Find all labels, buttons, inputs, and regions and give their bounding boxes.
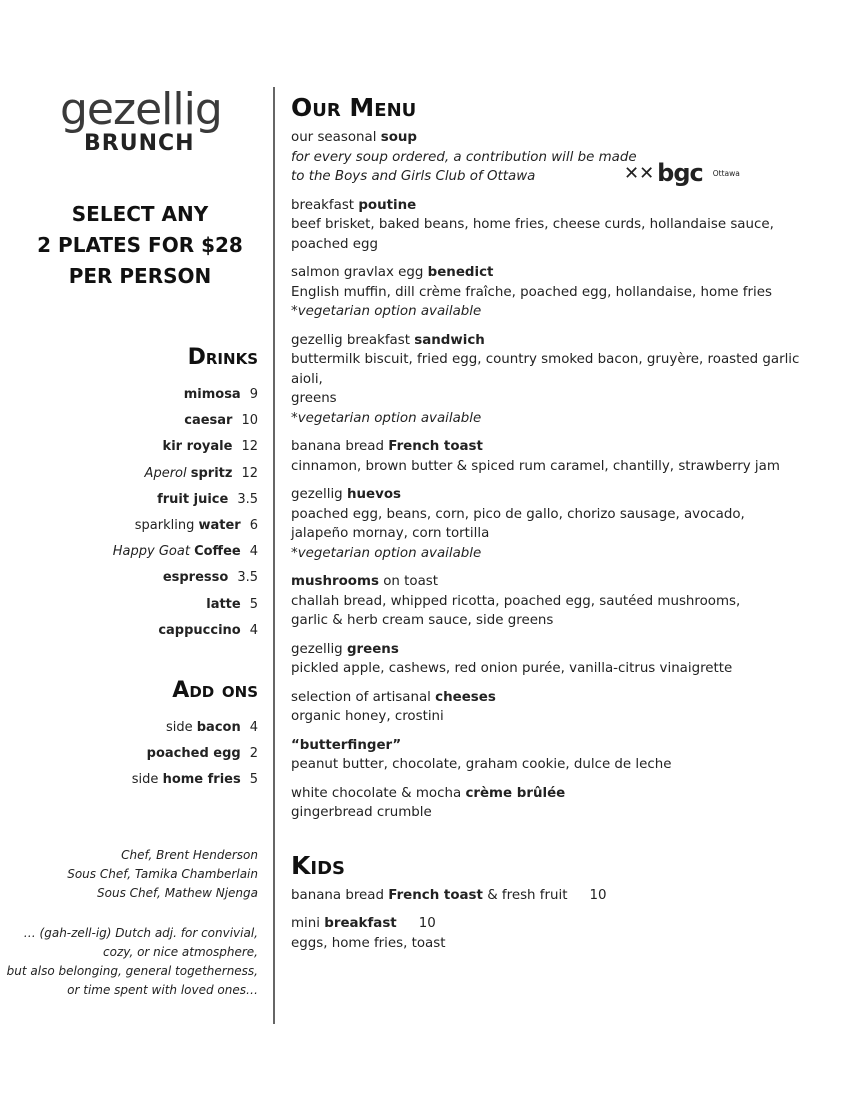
dish-name: cheeses — [435, 689, 496, 705]
menu-dish — [291, 640, 831, 679]
menu-dish — [291, 688, 831, 727]
drink-price: 4 — [249, 544, 258, 560]
dish-suffix: & fresh fruit — [487, 887, 568, 903]
drink-price: 4 — [249, 622, 258, 638]
credit-line: Sous Chef, Tamika Chamberlain — [67, 867, 258, 881]
dish-prefix: gezellig — [291, 487, 343, 502]
dish-name: greens — [346, 641, 399, 657]
drink-price: 12 — [241, 465, 258, 481]
drink-item — [113, 382, 258, 408]
drink-prefix: sparkling — [134, 517, 195, 533]
promo-line-2: 2 PLATES FOR $28 — [37, 233, 243, 257]
drink-price: 9 — [249, 387, 258, 402]
dish-title — [291, 914, 831, 934]
drink-price: 12 — [241, 439, 258, 455]
dish-title — [291, 640, 831, 660]
dish-name: French toast — [388, 887, 483, 903]
drink-price: 10 — [241, 413, 258, 429]
definition-line: … (gah-zell-ig) Dutch adj. for convivial, — [23, 926, 258, 940]
dish-prefix: our seasonal — [291, 130, 377, 145]
column-divider — [273, 87, 275, 1024]
dish-description: beef brisket, baked beans, home fries, cheese curds, hollandaise sauce, poached egg — [291, 217, 774, 252]
bgc-mark-icon: ✕✕ — [624, 162, 655, 184]
dish-description: English muffin, dill crème fraîche, poached egg, hollandaise, home fries — [291, 284, 772, 300]
dish-name: poutine — [358, 197, 417, 213]
dish-description: buttermilk biscuit, fried egg, country smoked bacon, gruyère, roasted garlic aioli, — [291, 352, 800, 387]
addon-prefix: side — [165, 720, 193, 735]
dish-description: cinnamon, brown butter & spiced rum caramel, chantilly, strawberry jam — [291, 458, 780, 474]
drink-item — [113, 434, 258, 460]
dish-prefix: gezellig — [291, 641, 343, 657]
drink-name: latte — [206, 596, 241, 612]
drink-name: mimosa — [183, 387, 241, 402]
drink-item — [113, 408, 258, 434]
dish-title — [291, 688, 831, 708]
definition-note — [7, 924, 258, 1000]
dish-title — [291, 784, 831, 804]
promo-banner — [20, 199, 260, 292]
dish-description: gingerbread crumble — [291, 805, 432, 820]
addon-item — [132, 715, 258, 741]
drink-brand: Happy Goat — [112, 544, 190, 560]
menu-dish — [291, 437, 831, 476]
dish-prefix: gezellig breakfast — [291, 332, 410, 348]
dish-price: 10 — [418, 916, 436, 931]
drink-item — [113, 539, 258, 565]
menu-heading: Our Menu — [291, 93, 417, 122]
dish-description: pickled apple, cashews, red onion purée, vanilla-citrus vinaigrette — [291, 661, 733, 676]
promo-line-1: SELECT ANY — [71, 202, 209, 226]
drink-item — [113, 487, 258, 513]
drink-item — [113, 565, 258, 591]
menu-dish — [291, 736, 831, 775]
drink-price: 3.5 — [237, 570, 258, 586]
staff-credits — [67, 846, 258, 903]
main-menu — [291, 92, 831, 962]
dish-prefix: banana bread — [291, 439, 385, 454]
dish-note: for every soup ordered, a contribution will be made — [291, 149, 637, 165]
dish-prefix: breakfast — [291, 197, 355, 213]
drink-price: 6 — [249, 517, 258, 533]
brand-subtitle: BRUNCH — [84, 131, 195, 156]
dish-name: breakfast — [324, 916, 397, 931]
dish-title — [291, 736, 831, 756]
drinks-heading: Drinks — [187, 345, 258, 370]
dish-description: greens — [291, 391, 337, 406]
dish-prefix: salmon gravlax egg — [291, 265, 424, 280]
bgc-logo-city: Ottawa — [712, 168, 740, 178]
drink-item — [113, 618, 258, 644]
dish-description: organic honey, crostini — [291, 709, 444, 724]
dish-description: challah bread, whipped ricotta, poached egg, sautéed mushrooms, — [291, 593, 741, 609]
dish-name: huevos — [346, 487, 401, 502]
addon-name: bacon — [196, 720, 241, 735]
dish-prefix: mini — [291, 916, 320, 931]
dish-title — [291, 886, 831, 906]
dish-note: *vegetarian option available — [291, 545, 482, 561]
drink-item — [113, 513, 258, 539]
menu-dish — [291, 128, 831, 187]
drink-name: espresso — [162, 570, 229, 586]
dish-description: jalapeño mornay, corn tortilla — [291, 526, 490, 541]
addon-price: 4 — [249, 720, 258, 735]
addon-name: home fries — [162, 772, 241, 788]
menu-dish — [291, 196, 831, 255]
dish-description: garlic & herb cream sauce, side greens — [291, 613, 554, 628]
credit-line: Chef, Brent Henderson — [121, 848, 258, 862]
dish-note: *vegetarian option available — [291, 410, 482, 426]
addons-list — [132, 715, 258, 794]
addon-item — [132, 767, 258, 793]
dish-description: peanut butter, chocolate, graham cookie, dulce de leche — [291, 757, 672, 772]
menu-dish — [291, 784, 831, 823]
dish-title — [291, 263, 831, 283]
drink-name: caesar — [184, 413, 233, 429]
dish-prefix: white chocolate & mocha — [291, 785, 462, 801]
dish-name: crème brûlée — [465, 785, 566, 801]
dish-prefix: banana bread — [291, 887, 385, 903]
menu-dish — [291, 263, 831, 322]
dish-note: *vegetarian option available — [291, 304, 482, 319]
addon-price: 2 — [249, 746, 258, 762]
dish-description: eggs, home fries, toast — [291, 935, 446, 951]
kids-dish — [291, 914, 831, 953]
dish-name: soup — [380, 130, 418, 145]
dish-price: 10 — [589, 887, 607, 903]
dish-name: benedict — [427, 265, 494, 280]
drink-price: 3.5 — [237, 491, 258, 507]
drink-name: fruit juice — [157, 491, 229, 507]
dish-note: to the Boys and Girls Club of Ottawa — [291, 169, 536, 184]
drink-price: 5 — [249, 596, 258, 612]
dish-name: “butterfinger” — [291, 737, 402, 753]
dish-suffix: on toast — [383, 574, 438, 589]
definition-line: or time spent with loved ones… — [67, 983, 258, 997]
dish-title — [291, 331, 831, 351]
drink-name: water — [198, 517, 241, 533]
dish-name: mushrooms — [291, 574, 379, 589]
dish-name: French toast — [388, 439, 483, 454]
dish-title — [291, 572, 831, 592]
dish-name: sandwich — [414, 332, 485, 348]
dish-description: poached egg, beans, corn, pico de gallo, chorizo sausage, avocado, — [291, 506, 745, 522]
menu-dish — [291, 485, 831, 563]
bgc-logo-text: bgc — [657, 159, 703, 187]
definition-line: but also belonging, general togetherness, — [6, 964, 258, 978]
drink-name: cappuccino — [158, 622, 241, 638]
promo-line-3: PER PERSON — [68, 264, 212, 288]
drinks-list — [113, 382, 258, 644]
addon-item — [132, 741, 258, 767]
drink-name: kir royale — [162, 439, 233, 455]
drink-name: spritz — [190, 465, 233, 481]
dish-title — [291, 196, 831, 216]
drink-name: Coffee — [194, 544, 241, 560]
drink-item — [113, 461, 258, 487]
addons-heading: Add ons — [172, 678, 258, 703]
dish-prefix: selection of artisanal — [291, 689, 431, 705]
menu-dish — [291, 331, 831, 429]
kids-heading: Kids — [291, 850, 345, 880]
brand-logo: gezellig — [60, 84, 222, 135]
addon-prefix: side — [131, 772, 159, 788]
dish-title — [291, 485, 831, 505]
kids-dish — [291, 886, 831, 906]
dish-title — [291, 128, 831, 148]
addon-name: poached egg — [146, 746, 241, 762]
credit-line: Sous Chef, Mathew Njenga — [97, 886, 258, 900]
addon-price: 5 — [249, 772, 258, 788]
drink-brand: Aperol — [144, 465, 187, 481]
dish-title — [291, 437, 831, 457]
definition-line: cozy, or nice atmosphere, — [103, 945, 258, 959]
menu-dish — [291, 572, 831, 631]
drink-item — [113, 592, 258, 618]
